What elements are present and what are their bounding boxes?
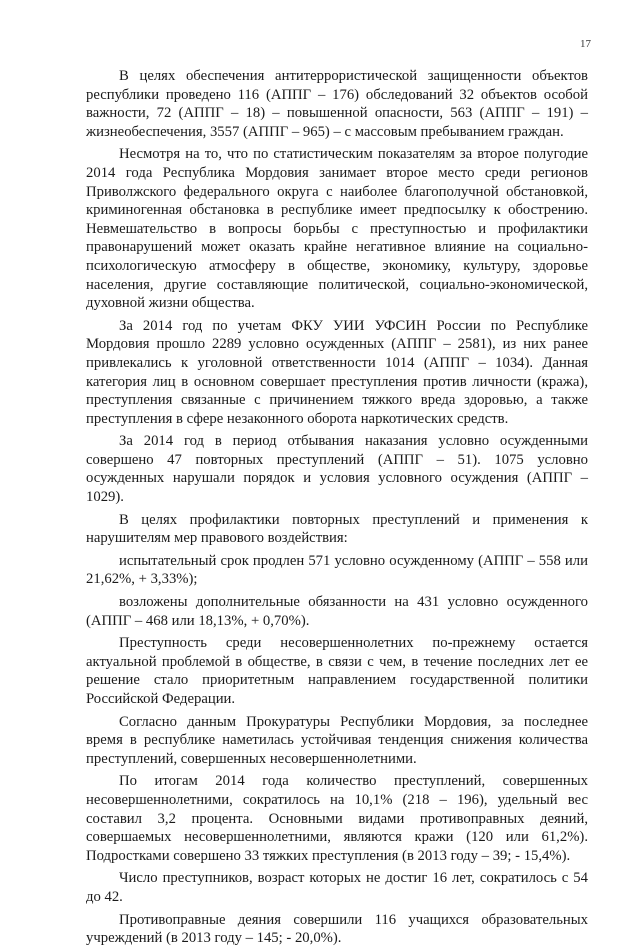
paragraph-students: Противоправные деяния совершили 116 учащихся образовательных учреждений (в 2013 году – 145; - 20,0%). (86, 911, 588, 947)
paragraph-antiterror: В целях обеспечения антитеррористической защищенности объектов республики проведено 116 (АППГ – 176) обследований 32 объектов особой важности, 72 (АППГ – 18) – повышенной опасности, 563 (АППГ – 191) – жизнеобеспечения, 3557 (АППГ – 965) – с массовым пребыванием граждан. (86, 68, 588, 140)
paragraph-prosecutor-data: Согласно данным Прокуратуры Республики Мордовия, за последнее время в республике наметилась устойчивая тенденция снижения количества преступлений, совершенных несовершеннолетними. (86, 713, 588, 767)
paragraph-crime-situation: Несмотря на то, что по статистическим показателям за второе полугодие 2014 года Республика Мордовия занимает второе место среди регионов Приволжского федерального округа с наиболее благополучной обстановкой, криминогенная обстановка в республике имеет предпосылку к обострению. Невмешательство в вопросы борьбы с преступностью и профилактики правонарушений может оказать крайне негативное влияние на социально-психологическую атмосферу в обществе, экономику, культуру, здоровье населения, другие составляющие политической, социально-экономической, духовной жизни общества. (86, 146, 588, 312)
paragraph-prevention-intro: В целях профилактики повторных преступлений и применения к нарушителям мер правового воздействия: (86, 511, 588, 547)
paragraph-probation-extended: испытательный срок продлен 571 условно осужденному (АППГ – 558 или 21,62%, + 3,33%); (86, 552, 588, 588)
paragraph-2014-results: По итогам 2014 года количество преступлений, совершенных несовершеннолетними, сократилось на 10,1% (218 – 196), удельный вес составил 3,2 процента. Основными видами противоправных деяний, совершаемых несовершеннолетними, являются кражи (120 или 61,2%). Подростками совершено 33 тяжких преступления (в 2013 году – 39; - 15,4%). (86, 773, 588, 864)
page-number: 17 (580, 38, 591, 50)
paragraph-repeat-crimes: За 2014 год в период отбывания наказания условно осужденными совершено 47 повторных преступлений (АППГ – 51). 1075 условно осужденных нарушали порядок и условия условного осуждения (АППГ – 1029). (86, 433, 588, 506)
document-body (86, 67, 588, 952)
paragraph-additional-duties: возложены дополнительные обязанности на 431 условно осужденного (АППГ – 468 или 18,13%, + 0,70%). (86, 594, 588, 629)
paragraph-under-16: Число преступников, возраст которых не достиг 16 лет, сократилось с 54 до 42. (86, 870, 588, 905)
paragraph-probation-stats: За 2014 год по учетам ФКУ УИИ УФСИН России по Республике Мордовия прошло 2289 условно осужденных (АППГ – 2581), из них ранее привлекались к уголовной ответственности 1014 (АППГ – 1034). Данная категория лиц в основном совершает преступления против личности (кража), преступления связанные с причинением тяжкого вреда здоровью, а также преступления в сфере незаконного оборота наркотических средств. (86, 317, 588, 427)
paragraph-juvenile-crime: Преступность среди несовершеннолетних по-прежнему остается актуальной проблемой в обществе, в связи с чем, в течение последних лет ее решение стало приоритетным направлением государственной политики Российской Федерации. (86, 635, 588, 707)
